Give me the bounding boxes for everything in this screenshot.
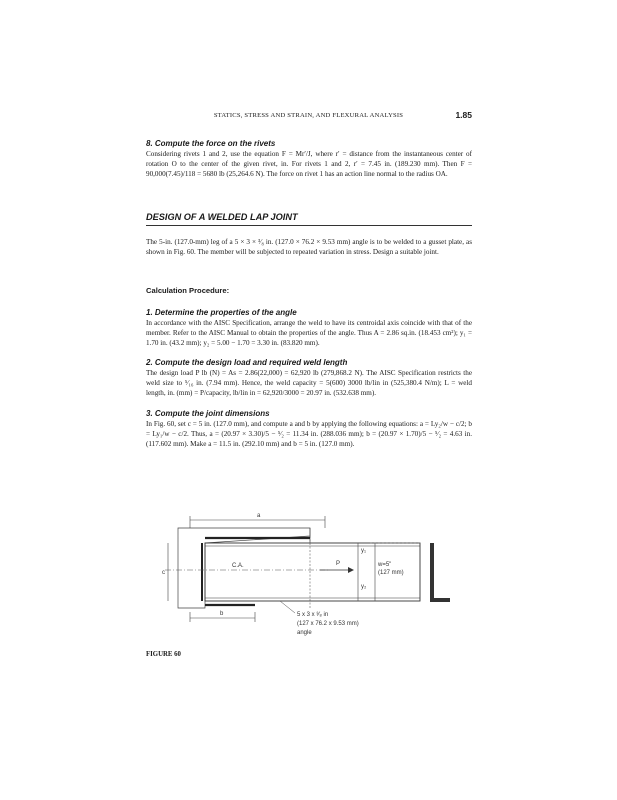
running-head: STATICS, STRESS AND STRAIN, AND FLEXURAL ANALYSIS	[213, 112, 404, 119]
label-p: P	[336, 561, 341, 567]
section-divider	[146, 225, 472, 226]
step-8-body: Considering rivets 1 and 2, use the equation F = Mr′/J, where r′ = distance from the instantaneous center of rotation O to the center of the given rivet, in. For rivets 1 and 2, r′ = 7.45 in. (189.230 mm). Then F = 90,000(7.45)/118 = 5680 lb (25,264.6 N). The force on rivet 1 has an action line normal to the radius OA.	[146, 150, 472, 178]
step-3-body: In Fig. 60, set c = 5 in. (127.0 mm), and compute a and b by applying the following equations: a = Ly₂/w − c/2; b = Ly₁/w − c/2. Thus, a = (20.97 × 3.30)/5 − ⁵⁄₂ = 11.34 in. (288.036 mm); b = (20.97 × 1.70)/5 − ⁵⁄₂ = 4.63 in. (117.602 mm). Make a = 11.5 in. (292.10 mm) and b = 5 in. (127.0 mm).	[146, 420, 472, 448]
label-w-mm: (127 mm)	[378, 570, 404, 576]
step-8-heading: 8. Compute the force on the rivets	[146, 139, 276, 148]
label-a: a	[257, 513, 261, 519]
label-angle-size: 5 x 3 x ³⁄₈ in	[297, 612, 329, 618]
procedure-heading: Calculation Procedure:	[146, 286, 230, 295]
label-y1: y₁	[361, 548, 367, 554]
step-3-heading: 3. Compute the joint dimensions	[146, 409, 270, 418]
section-intro: The 5-in. (127.0-mm) leg of a 5 × 3 × ³⁄₈ in. (127.0 × 76.2 × 9.53 mm) angle is to be welded to a gusset plate, as shown in Fig. 60. The member will be subjected to repeated variation in stress. Design a suitable joint.	[146, 238, 472, 256]
label-ca: C.A.	[232, 563, 244, 569]
step-1-body: In accordance with the AISC Specification, arrange the weld to have its centroidal axis coincide with that of the member. Refer to the AISC Manual to obtain the properties of the angle. Thus A = 2.86 sq.in. (18.453 cm²); y₁ = 1.70 in. (43.2 mm); y₂ = 5.00 − 1.70 = 3.30 in. (83.820 mm).	[146, 319, 472, 347]
step-2-body: The design load P lb (N) = As = 2.86(22,000) = 62,920 lb (279,868.2 N). The AISC Specification restricts the weld size to ⁵⁄₁₆ in. (7.94 mm). Hence, the weld capacity = 5(600) 3000 lb/lin in (525,380.4 N/m); L = weld length, in. (mm) = P/capacity, lb/lin in = 62,920/3000 = 20.97 in. (532.638 mm).	[146, 369, 472, 397]
section-title: DESIGN OF A WELDED LAP JOINT	[146, 212, 298, 222]
label-b: b	[220, 611, 224, 617]
label-angle-mm: (127 x 76.2 x 9.53 mm)	[297, 621, 359, 627]
label-w: w=5"	[378, 562, 392, 568]
page-number: 1.85	[455, 110, 472, 120]
step-1-heading: 1. Determine the properties of the angle	[146, 308, 297, 317]
label-angle-word: angle	[297, 630, 312, 636]
figure-caption: FIGURE 60	[146, 651, 181, 658]
angle-section	[430, 543, 450, 602]
weld-joint-drawing	[160, 508, 460, 643]
label-y2: y₂	[361, 584, 367, 590]
gusset-plate	[178, 528, 310, 608]
label-c: c	[162, 570, 165, 576]
step-2-heading: 2. Compute the design load and required weld length	[146, 358, 348, 367]
figure-60-diagram	[160, 508, 460, 643]
